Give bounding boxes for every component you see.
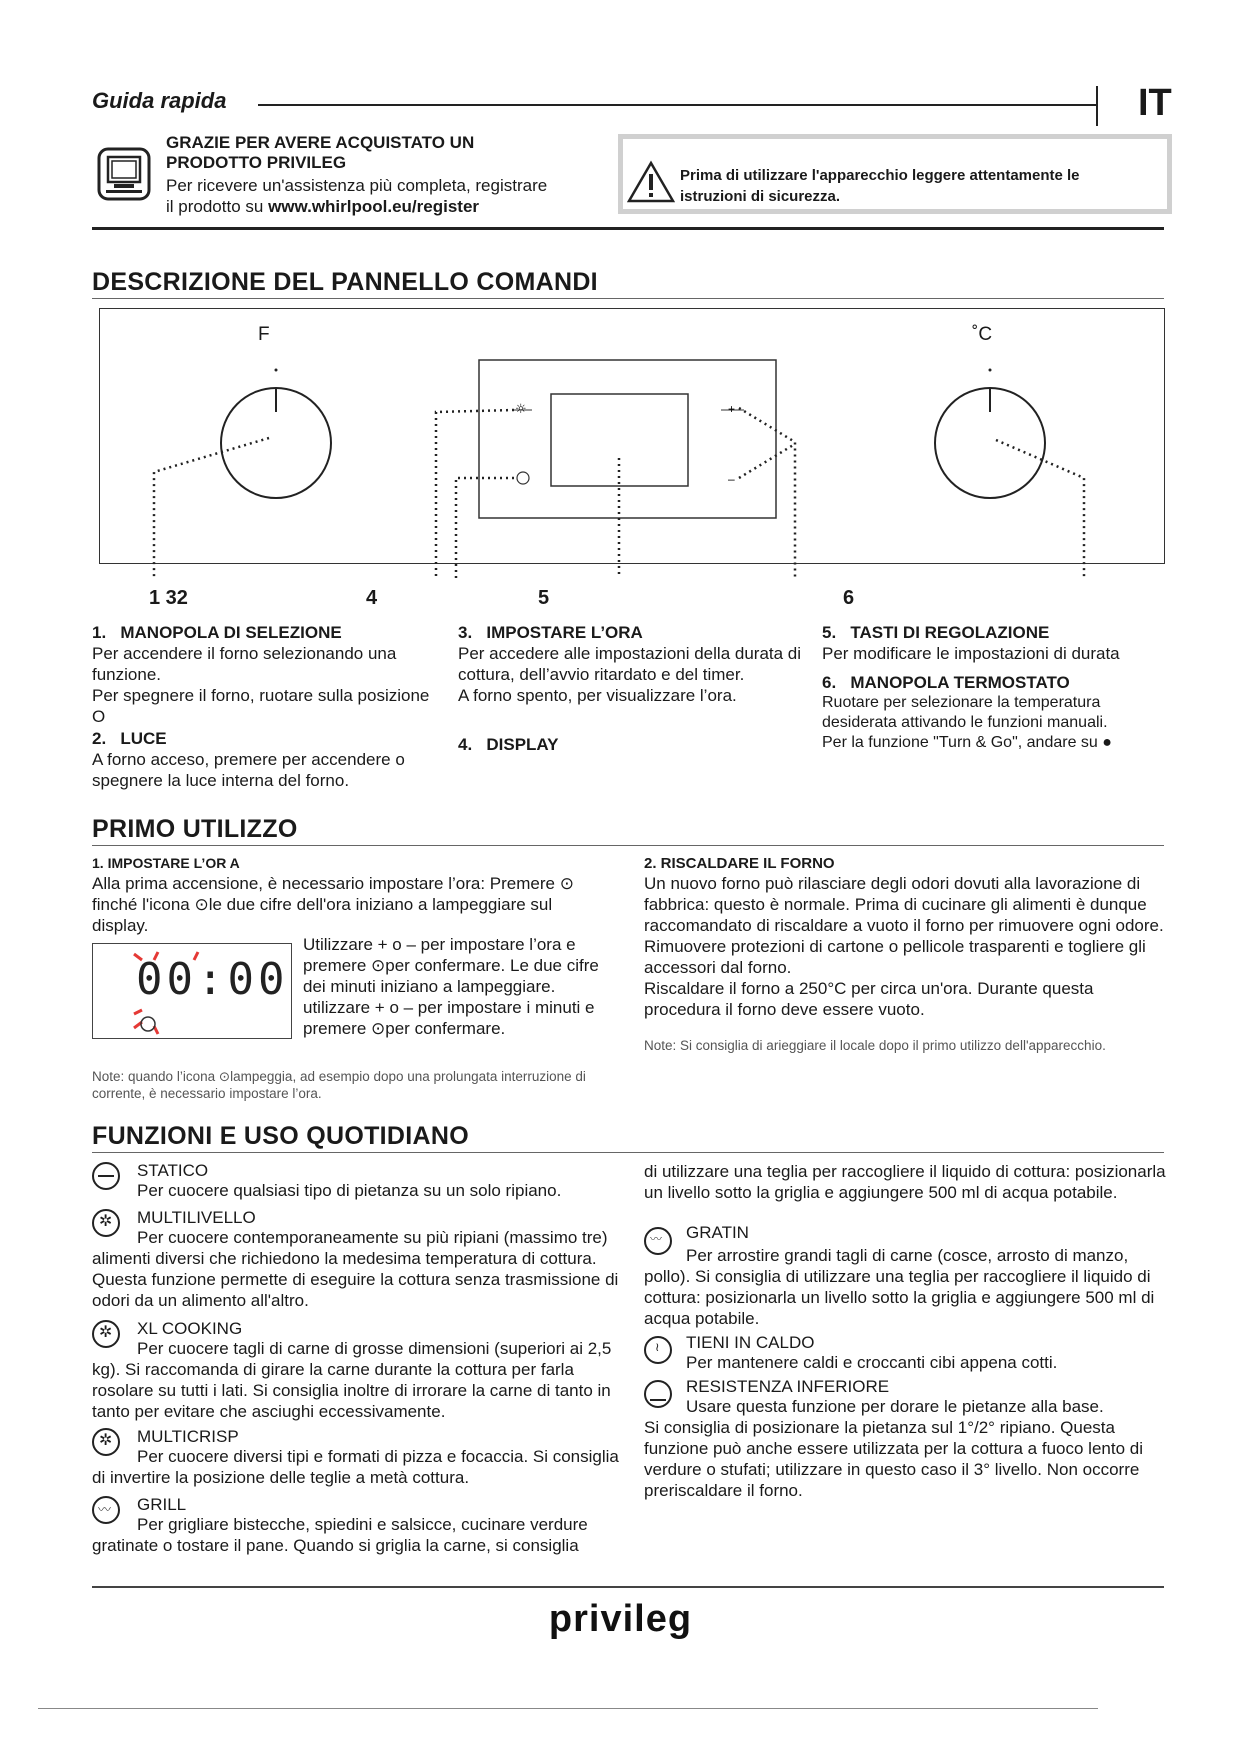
panel-item-num: 4. — [458, 735, 473, 754]
footer-rule — [92, 1586, 1164, 1588]
knob-selector-label: F — [258, 324, 270, 345]
function-name: GRATIN — [686, 1223, 749, 1242]
header-bottom-rule — [92, 227, 1164, 230]
panel-item-title: DISPLAY — [486, 735, 559, 754]
guide-title: Guida rapida — [92, 88, 227, 113]
header-rule — [258, 104, 1096, 106]
display-readout: 00:00 — [136, 954, 289, 1005]
panel-item-6 — [822, 672, 1172, 753]
set-time-instructions: Utilizzare + o – per impostare l’ora e premere ⊙per confermare. Le due cifre dei minuti iniziano a lampeggiare. utilizzare + o – per impostare i minuti e premere ⊙per confermare. — [303, 935, 599, 1038]
set-time-text: Alla prima accensione, è necessario impostare l’ora: Premere ⊙ finché l'icona ⊙le due cifre dell'ora iniziano a lampeggiare sul display. — [92, 874, 574, 935]
panel-item-title: LUCE — [120, 729, 167, 748]
thanks-title: GRAZIE PER AVERE ACQUISTATO UN PRODOTTO PRIVILEG — [166, 133, 475, 172]
set-time-note: Note: quando l’icona ⊙lampeggia, ad esempio dopo una prolungata interruzione di corrente, è necessario impostare l’ora. — [92, 1069, 586, 1101]
fan-glyph: ✲ — [99, 1213, 113, 1230]
panel-item-text: Per accedere alle impostazioni della durata di cottura, dell’avvio ritardato e del timer. A forno spento, per visualizzare l’ora. — [458, 644, 802, 705]
function-name: MULTICRISP — [137, 1427, 239, 1446]
panel-item-3 — [458, 622, 808, 706]
header-rule-tick — [1096, 86, 1098, 126]
thanks-line1: Per ricevere un'assistenza più completa, registrare — [166, 176, 548, 195]
grill-glyph: 〰 — [98, 1502, 112, 1517]
svg-text:☼: ☼ — [515, 402, 527, 417]
functions-title: FUNZIONI E USO QUOTIDIANO — [92, 1122, 469, 1150]
thanks-line2: il prodotto su — [166, 197, 269, 216]
panel-item-text: A forno acceso, premere per accendere o spegnere la luce interna del forno. — [92, 750, 405, 790]
callout-numbers-1-3-2: 1 32 — [149, 587, 188, 609]
static-icon-line — [98, 1175, 114, 1177]
function-name: STATICO — [137, 1161, 209, 1180]
panel-item-num: 6. — [822, 673, 837, 692]
panel-item-num: 3. — [458, 623, 473, 642]
callout-number-6: 6 — [843, 587, 855, 609]
callout-number-5: 5 — [538, 587, 550, 609]
gratin-glyph: 〰 — [650, 1232, 663, 1246]
section-rule — [92, 845, 1164, 846]
function-text-continued: di utilizzare una teglia per raccogliere il liquido di cottura: posizionarla un livello sotto la griglia e aggiungere 500 ml di acqua potabile. — [644, 1162, 1166, 1202]
panel-item-num: 5. — [822, 623, 837, 642]
control-panel-title: DESCRIZIONE DEL PANNELLO COMANDI — [92, 268, 598, 296]
preheat-title: 2. RISCALDARE IL FORNO — [644, 855, 835, 872]
panel-item-2 — [92, 728, 442, 791]
function-text: Per cuocere diversi tipi e formati di pizza e focaccia. Si consiglia di invertire la posizione delle teglie a metà cottura. — [92, 1447, 619, 1487]
function-name: GRILL — [137, 1495, 187, 1514]
panel-item-title: MANOPOLA TERMOSTATO — [850, 673, 1070, 692]
panel-item-text: Ruotare per selezionare la temperatura desiderata attivando le funzioni manuali. Per la funzione "Turn & Go", andare su ● — [822, 694, 1112, 751]
function-text: Per cuocere contemporaneamente su più ripiani (massimo tre) alimenti diversi che richiedono la medesima temperatura di cottura. Questa funzione permette di eseguire la cottura senza trasmissione di odori da un alimento all'altro. — [92, 1228, 619, 1310]
svg-text:–: – — [728, 472, 735, 486]
multicrisp-glyph: ✲ — [99, 1432, 113, 1449]
function-text: Per arrostire grandi tagli di carne (cosce, arrosto di manzo, pollo). Si consiglia di utilizzare una teglia per raccogliere il liquido di cottura: posizionarla un livello sotto la griglia e aggiungere 500 ml di acqua potabile. — [644, 1246, 1155, 1328]
set-time-title: 1. IMPOSTARE L’OR A — [92, 855, 240, 871]
register-link[interactable]: www.whirlpool.eu/register — [268, 197, 480, 216]
function-name: TIENI IN CALDO — [686, 1333, 815, 1352]
function-text: Per grigliare bistecche, spiedini e salsicce, cucinare verdure gratinate o tostare il pane. Quando si griglia la carne, si consiglia — [92, 1515, 588, 1555]
first-use-title: PRIMO UTILIZZO — [92, 815, 298, 843]
function-text: Usare questa funzione per dorare le pietanze alla base. Si consiglia di posizionare la pietanza sul 1°/2° ripiano. Questa funzione può anche essere utilizzata per la cottura a fuoco lento di verdure o stufati; utilizzare in questo caso il 3° livello. Non occorre preriscaldare il forno. — [644, 1397, 1143, 1500]
preheat-note: Note: Si consiglia di arieggiare il locale dopo il primo utilizzo dell'apparecchio. — [644, 1038, 1106, 1053]
page-bottom-rule — [38, 1708, 1098, 1709]
function-name: XL COOKING — [137, 1319, 243, 1338]
section-rule — [92, 1152, 1164, 1153]
panel-item-4 — [458, 734, 808, 755]
knob-thermostat-label: ˚C — [972, 324, 993, 345]
section-rule — [92, 298, 1164, 299]
preheat-text: Un nuovo forno può rilasciare degli odori dovuti alla lavorazione di fabbrica: questo è normale. Prima di cucinare gli alimenti è dunque raccomandato di riscaldare a vuoto il forno per rimuovere ogni odore. Rimuovere protezioni di cartone o pellicole trasparenti e togliere gli accessori dal forno. Riscaldare il forno a 250°C per circa un'ora. Durante questa procedura il forno deve essere vuoto. — [644, 874, 1164, 1019]
function-name: RESISTENZA INFERIORE — [686, 1377, 890, 1396]
callout-number-4: 4 — [366, 587, 378, 609]
panel-item-5 — [822, 622, 1172, 664]
panel-item-1 — [92, 622, 432, 727]
thanks-text — [166, 175, 586, 217]
panel-item-text: Per accendere il forno selezionando una funzione. Per spegnere il forno, ruotare sulla posizione O — [92, 644, 430, 726]
keep-warm-glyph: ≀ — [655, 1340, 660, 1354]
panel-item-text: Per modificare le impostazioni di durata — [822, 644, 1120, 663]
xl-cooking-glyph: ✲ — [99, 1324, 113, 1341]
panel-item-title: MANOPOLA DI SELEZIONE — [120, 623, 342, 642]
function-text: Per mantenere caldi e croccanti cibi appena cotti. — [686, 1353, 1058, 1372]
panel-item-num: 1. — [92, 623, 107, 642]
control-panel-drawing — [99, 308, 1165, 588]
computer-icon — [96, 146, 152, 202]
panel-item-title: IMPOSTARE L’ORA — [486, 623, 643, 642]
function-text: Per cuocere qualsiasi tipo di pietanza su un solo ripiano. — [137, 1181, 562, 1200]
function-name: MULTILIVELLO — [137, 1208, 256, 1227]
safety-warning-text: Prima di utilizzare l'apparecchio leggere attentamente le istruzioni di sicurezza. — [680, 167, 1080, 205]
panel-item-num: 2. — [92, 729, 107, 748]
panel-item-title: TASTI DI REGOLAZIONE — [850, 623, 1050, 642]
warning-icon — [627, 160, 675, 204]
svg-text:+: + — [728, 402, 736, 416]
brand-logo: privileg — [548, 1598, 693, 1640]
function-text: Per cuocere tagli di carne di grosse dimensioni (superiori ai 2,5 kg). Si raccomanda di girare la carne durante la cottura per farla rosolare su tutti i lati. Si consiglia inoltre di irrorare la carne di tanto in tanto per evitare che asciughi eccessivamente. — [92, 1339, 612, 1421]
language-code: IT — [1138, 82, 1172, 124]
